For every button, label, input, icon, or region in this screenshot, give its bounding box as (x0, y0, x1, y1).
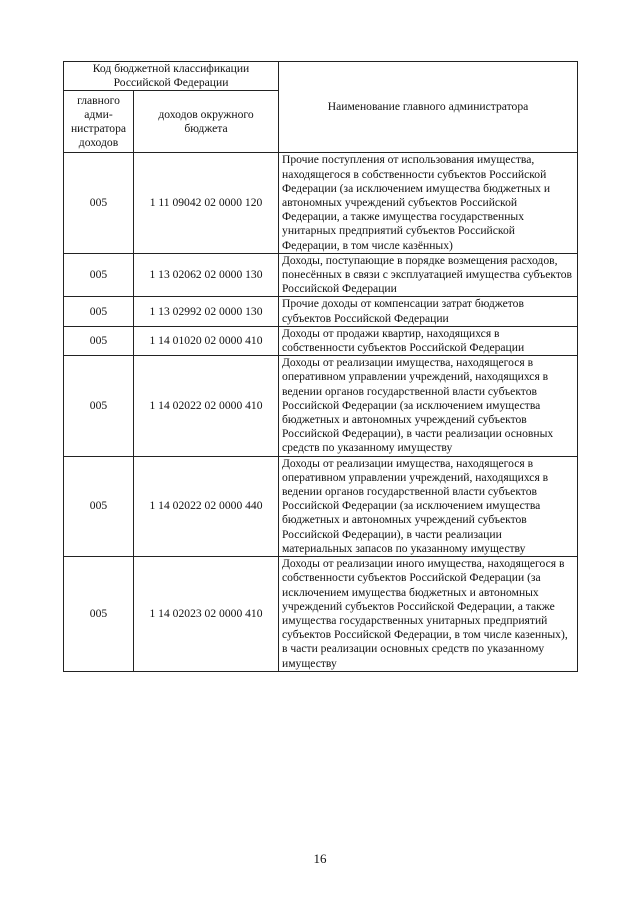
cell-admin: 005 (64, 456, 134, 556)
header-col-admin: главного адми-нистратора доходов (64, 91, 134, 153)
cell-admin: 005 (64, 253, 134, 297)
cell-admin: 005 (64, 557, 134, 672)
table-row (64, 326, 578, 355)
cell-admin: 005 (64, 297, 134, 326)
header-col-name: Наименование главного администратора (279, 62, 578, 153)
table-row (64, 356, 578, 456)
cell-code: 1 13 02992 02 0000 130 (134, 297, 279, 326)
cell-code: 1 13 02062 02 0000 130 (134, 253, 279, 297)
cell-admin: 005 (64, 153, 134, 253)
header-col-code: доходов окружного бюджета (134, 91, 279, 153)
table-row (64, 557, 578, 672)
cell-name: Доходы, поступающие в порядке возмещения расходов, понесённых в связи с эксплуатацией имущества субъектов Российской Федерации (279, 253, 578, 297)
table-row (64, 456, 578, 556)
header-group-title: Код бюджетной классификации Российской Федерации (64, 62, 279, 91)
cell-name: Прочие доходы от компенсации затрат бюджетов субъектов Российской Федерации (279, 297, 578, 326)
table-row (64, 253, 578, 297)
cell-admin: 005 (64, 356, 134, 456)
page-number: 16 (313, 851, 327, 866)
cell-name: Доходы от реализации имущества, находящегося в оперативном управлении учреждений, находящихся в ведении органов государственной власти субъектов Российской Федерации (за исключением имущества бюджетных и автономных учреждений субъектов Российской Федерации), в части реализации материальных запасов по указанному имуществу (279, 456, 578, 556)
cell-code: 1 14 02022 02 0000 440 (134, 456, 279, 556)
cell-code: 1 14 01020 02 0000 410 (134, 326, 279, 355)
cell-name: Доходы от продажи квартир, находящихся в собственности субъектов Российской Федерации (279, 326, 578, 355)
table-row (64, 153, 578, 253)
budget-classification-table (63, 61, 578, 672)
cell-code: 1 14 02022 02 0000 410 (134, 356, 279, 456)
cell-name: Прочие поступления от использования имущества, находящегося в собственности субъектов Российской Федерации (за исключением имущества бюджетных и автономных учреждений субъектов Российской Федерации, а также имущества государственных унитарных предприятий субъектов Российской Федерации, в том числе казённых) (279, 153, 578, 253)
header-row-top (64, 62, 578, 91)
table-row (64, 297, 578, 326)
cell-name: Доходы от реализации имущества, находящегося в оперативном управлении учреждений, находящихся в ведении органов государственной власти субъектов Российской Федерации (за исключением имущества бюджетных и автономных учреждений субъектов Российской Федерации), в части реализации основных средств по указанному имуществу (279, 356, 578, 456)
cell-code: 1 14 02023 02 0000 410 (134, 557, 279, 672)
cell-name: Доходы от реализации иного имущества, находящегося в собственности субъектов Российской Федерации (за исключением имущества бюджетных и автономных учреждений субъектов Российской Федерации, а также имущества государственных унитарных предприятий субъектов Российской Федерации, в том числе казенных), в части реализации основных средств по указанному имуществу (279, 557, 578, 672)
cell-code: 1 11 09042 02 0000 120 (134, 153, 279, 253)
cell-admin: 005 (64, 326, 134, 355)
